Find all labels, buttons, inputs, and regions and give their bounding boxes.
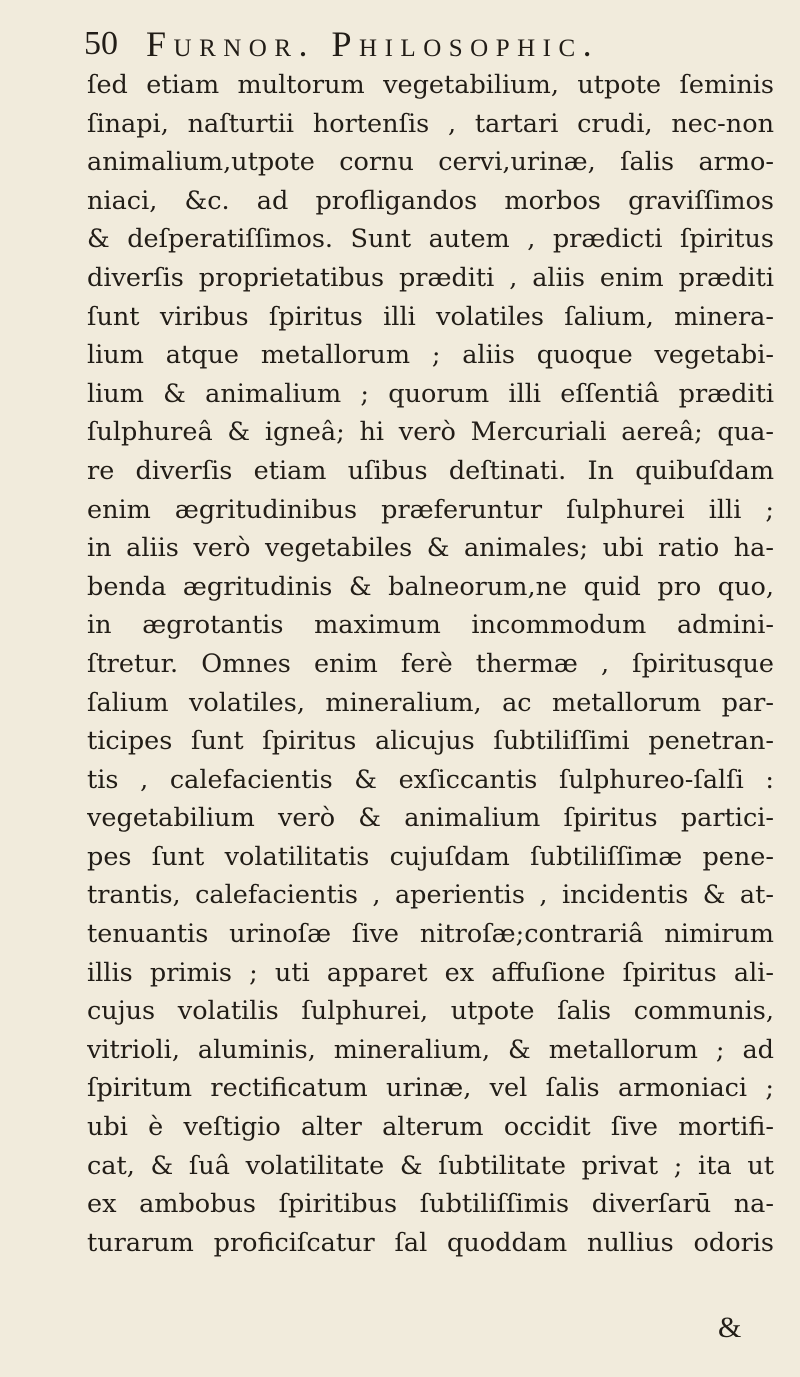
catchword: &	[718, 1311, 742, 1344]
text-line: ubi è veſtigio alter alterum occidit ſive mortifi-	[87, 1112, 774, 1143]
body-text	[87, 66, 774, 1262]
text-line: diverſis proprietatibus præditi , aliis enim præditi	[87, 262, 774, 293]
text-line: turarum proficiſcatur ſal quoddam nullius odoris	[87, 1227, 774, 1258]
text-line: lium atque metallorum ; aliis quoque vegetabi-	[87, 340, 774, 371]
text-line: ſed etiam multorum vegetabilium, utpote ſeminis	[87, 70, 774, 100]
text-line: tenuantis urinoſæ ſive nitroſæ;contrariâ nimirum	[87, 919, 774, 950]
text-line: & deſperatiſſimos. Sunt autem , prædicti ſpiritus	[87, 224, 774, 255]
text-line: niaci, &c. ad profligandos morbos graviſſimos	[87, 185, 774, 216]
text-line: ex ambobus ſpiritibus ſubtiliſſimis diverſarū na-	[87, 1189, 774, 1220]
text-line: cat, & ſuâ volatilitate & ſubtilitate privat ; ita ut	[87, 1150, 774, 1181]
page-number: 50	[84, 25, 118, 62]
text-line: re diverſis etiam uſibus deſtinati. In quibuſdam	[87, 455, 774, 486]
text-line: in ægrotantis maximum incommodum admini-	[87, 610, 774, 641]
text-line: animalium,utpote cornu cervi,urinæ, ſalis armo-	[87, 147, 774, 178]
page-header	[84, 22, 774, 66]
text-line: vegetabilium verò & animalium ſpiritus partici-	[87, 803, 774, 834]
text-line: pes ſunt volatilitatis cujuſdam ſubtiliſſimæ pene-	[87, 841, 774, 872]
text-line: illis primis ; uti apparet ex affuſione ſpiritus ali-	[87, 957, 774, 988]
text-line: ſulphureâ & igneâ; hi verò Mercuriali aereâ; qua-	[87, 417, 774, 448]
text-line: trantis, calefacientis , aperientis , incidentis & at-	[87, 880, 774, 911]
text-line: ſalium volatiles, mineralium, ac metallorum par-	[87, 687, 774, 718]
text-line: ticipes ſunt ſpiritus alicujus ſubtiliſſimi penetran-	[87, 726, 774, 757]
text-line: cujus volatilis ſulphurei, utpote ſalis communis,	[87, 996, 774, 1027]
text-line: ſpiritum rectificatum urinæ, vel ſalis armoniaci ;	[87, 1073, 774, 1104]
text-line: enim ægritudinibus præferuntur ſulphurei illi ;	[87, 494, 774, 525]
text-line: ſtretur. Omnes enim ferè thermæ , ſpiritusque	[87, 648, 774, 679]
text-line: ſunt viribus ſpiritus illi volatiles ſalium, minera-	[87, 301, 774, 332]
running-title: Furnor. Philosophic.	[146, 24, 600, 64]
text-line: in aliis verò vegetabiles & animales; ubi ratio ha-	[87, 533, 774, 564]
text-line: tis , calefacientis & exſiccantis ſulphureo-ſalſi :	[87, 764, 774, 795]
text-line: benda ægritudinis & balneorum,ne quid pro quo,	[87, 571, 774, 602]
text-line: ſinapi, naſturtii hortenſis , tartari crudi, nec-non	[87, 108, 774, 139]
text-line: vitrioli, aluminis, mineralium, & metallorum ; ad	[87, 1034, 774, 1065]
text-line: lium & animalium ; quorum illi eſſentiâ præditi	[87, 378, 774, 409]
